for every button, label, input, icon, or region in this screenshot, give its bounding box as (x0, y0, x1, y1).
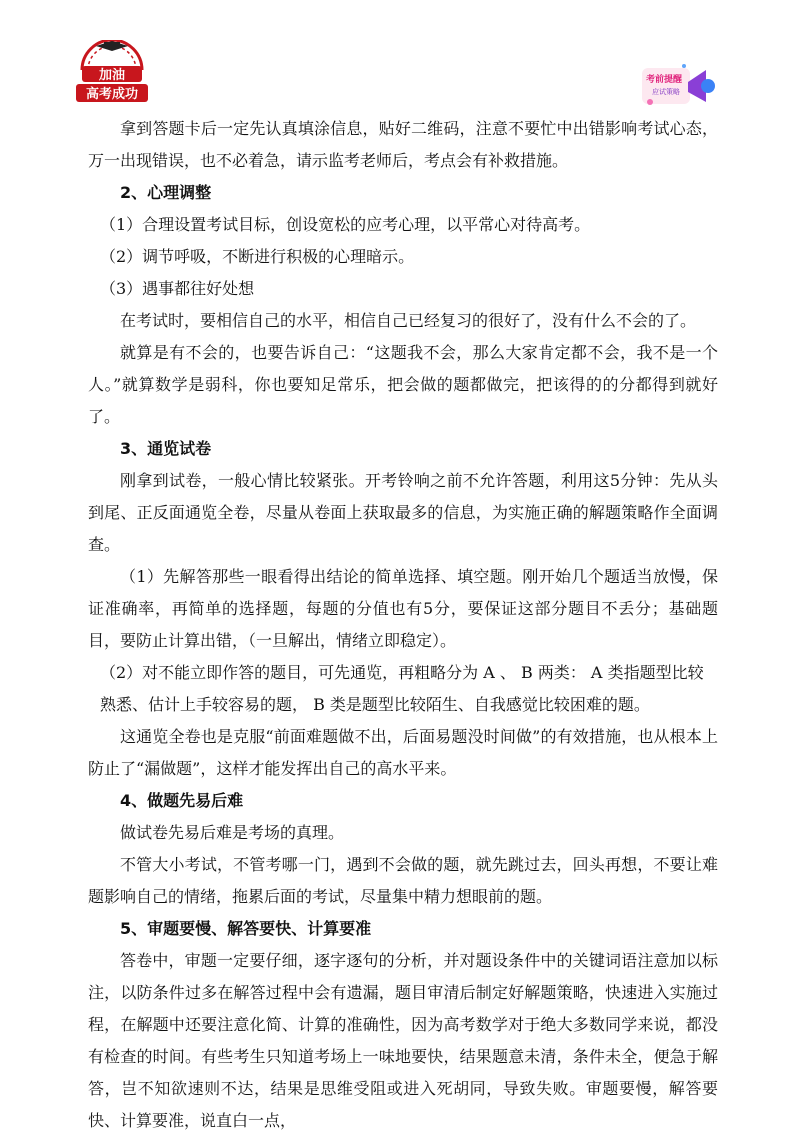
list-item: （2）对不能立即作答的题目，可先通览，再粗略分为 A 、 B 两类： A 类指题型比较熟悉、估计上手较容易的题， B 类是题型比较陌生、自我感觉比较困难的题。 (100, 663, 704, 714)
paragraph: 不管大小考试，不管考哪一门，遇到不会做的题，就先跳过去，回头再想，不要让难题影响自己的情绪，拖累后面的考试，尽量集中精力想眼前的题。 (88, 855, 718, 906)
paragraph: 就算是有不会的，也要告诉自己：“这题我不会，那么大家肯定都不会，我不是一个人。”就算数学是弱科，你也要知足常乐，把会做的题都做完，把该得的的分都得到就好了。 (88, 343, 718, 426)
section-heading: 3、通览试卷 (120, 439, 212, 458)
paragraph: 做试卷先易后难是考场的真理。 (120, 823, 345, 842)
list-item: （2）调节呼吸，不断进行积极的心理暗示。 (100, 247, 415, 266)
paragraph: 答卷中，审题一定要仔细，逐字逐句的分析，并对题设条件中的关键词语注意加以标注，以防条件过多在解答过程中会有遗漏，题目审清后制定好解题策略，快速进入实施过程，在解题中还要注意化简、计算的准确性，因为高考数学对于绝大多数同学来说，都没有检查的时间。有些考生只知道考场上一味地要快，结果题意未清，条件未全，便急于解答，岂不知欲速则不达，结果是思维受阻或进入死胡同，导致失败。审题要慢，解答要快、计算要准，说直白一点， (88, 951, 718, 1130)
paragraph: 刚拿到试卷，一般心情比较紧张。开考铃响之前不允许答题，利用这5分钟：先从头到尾、正反面通览全卷，尽量从卷面上获取最多的信息，为实施正确的解题策略作全面调查。 (88, 471, 718, 554)
paragraph: （1）先解答那些一眼看得出结论的简单选择、填空题。刚开始几个题适当放慢，保证准确率，再简单的选择题，每题的分值也有5分，要保证这部分题目不丢分；基础题目，要防止计算出错，（一旦解出，情绪立即稳定）。 (88, 567, 718, 650)
logo-left-line2: 高考成功 (85, 87, 139, 102)
section-heading: 5、审题要慢、解答要快、计算要准 (120, 919, 372, 938)
section-heading: 4、做题先易后难 (120, 791, 244, 810)
paragraph: 在考试时，要相信自己的水平，相信自己已经复习的很好了，没有什么不会的了。 (120, 311, 697, 330)
list-item: （1）合理设置考试目标，创设宽松的应考心理，以平常心对待高考。 (100, 215, 591, 234)
document-body (88, 113, 718, 1137)
logo-left-line1: 加油 (98, 68, 126, 83)
right-logo (640, 60, 716, 110)
logo-right-line2: 应试策略 (652, 88, 680, 96)
list-item: （3）遇事都往好处想 (100, 279, 255, 298)
megaphone-logo-icon (640, 60, 716, 110)
section-heading: 2、心理调整 (120, 183, 212, 202)
paragraph: 这通览全卷也是克服“前面难题做不出，后面易题没时间做”的有效措施，也从根本上防止了“漏做题”，这样才能发挥出自己的高水平来。 (88, 727, 718, 778)
exam-cheer-logo-icon (74, 40, 150, 108)
left-logo (74, 40, 150, 108)
logo-right-line1: 考前提醒 (645, 75, 683, 85)
paragraph: 拿到答题卡后一定先认真填涂信息，贴好二维码，注意不要忙中出错影响考试心态，万一出现错误，也不必着急，请示监考老师后，考点会有补救措施。 (88, 119, 718, 170)
